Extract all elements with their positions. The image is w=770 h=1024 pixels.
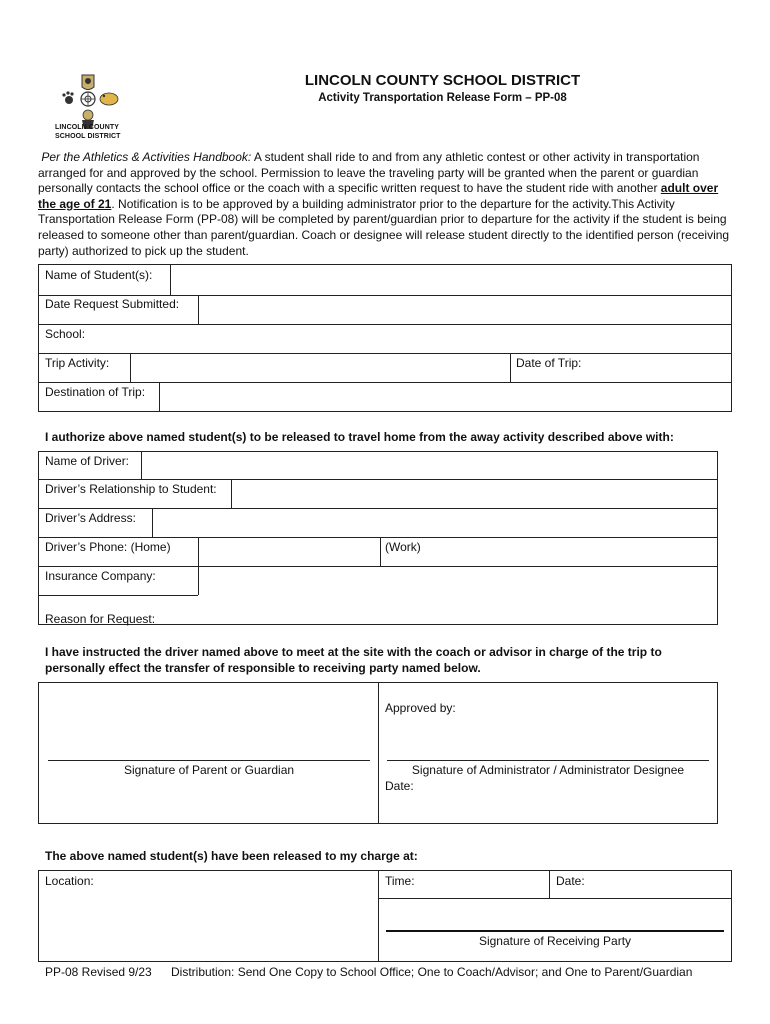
- release-date-label: Date:: [556, 874, 585, 888]
- trip-activity-field[interactable]: [131, 354, 509, 382]
- driver-name-label: Name of Driver:: [45, 454, 130, 468]
- date-of-trip-label: Date of Trip:: [516, 356, 582, 370]
- driver-home-phone-label: Driver’s Phone: (Home): [45, 540, 171, 554]
- location-label: Location:: [45, 874, 94, 888]
- intro-paragraph: [38, 150, 736, 259]
- parent-signature-line[interactable]: [48, 760, 370, 761]
- insurance-field[interactable]: [199, 567, 717, 595]
- parent-signature-label: Signature of Parent or Guardian: [123, 763, 295, 777]
- intro-text-part1: A student shall ride to and from any athletic contest or other activity in transportation arranged for and approved by the school. Permission to leave the traveling party will be granted when the parent or guardian personally contacts the school office or the coach with a specific written request to have the student ride with another: [38, 150, 700, 196]
- intro-text-part2: . Notification is to be approved by a building administrator prior to the departure for the activity.This Activity Transportation Release Form (PP-08) will be completed by parent/guardian prior to departure for the activity if the student is being released to someone other than parent/guardian. Coach or designee will release student directly to the identified person (receiving party) authorized to pick up the student.: [38, 196, 730, 258]
- intro-italic-lead: Per the Athletics & Activities Handbook:: [41, 150, 252, 164]
- driver-home-phone-field[interactable]: [199, 538, 380, 566]
- destination-field[interactable]: [160, 383, 731, 411]
- location-field[interactable]: [39, 888, 377, 961]
- trip-activity-label: Trip Activity:: [45, 356, 110, 370]
- intro-bold-text: adult over the age of 21: [38, 181, 719, 211]
- authorize-statement: I authorize above named student(s) to be released to travel home from the away activity described above with:: [45, 430, 674, 444]
- insurance-label: Insurance Company:: [45, 569, 156, 583]
- date-submitted-field[interactable]: [199, 296, 731, 324]
- student-name-field[interactable]: [171, 265, 731, 295]
- logo-text-line1: LINCOLN COUNTY: [55, 124, 120, 131]
- released-statement: The above named student(s) have been released to my charge at:: [45, 849, 418, 863]
- reason-label: Reason for Request:: [45, 612, 156, 626]
- driver-name-field[interactable]: [142, 452, 717, 479]
- date-of-trip-field[interactable]: [590, 354, 731, 382]
- driver-address-label: Driver’s Address:: [45, 511, 136, 525]
- time-label: Time:: [385, 874, 415, 888]
- admin-signature-label: Signature of Administrator / Administrator Designee: [411, 763, 685, 777]
- instructed-statement-line2: personally effect the transfer of responsible to receiving party named below.: [45, 661, 481, 675]
- student-name-label: Name of Student(s):: [45, 268, 153, 282]
- distribution-note: Distribution: Send One Copy to School Office; One to Coach/Advisor; and One to Parent/Guardian: [171, 965, 693, 979]
- driver-work-phone-label: (Work): [385, 540, 421, 554]
- school-field[interactable]: [92, 325, 731, 353]
- driver-address-field[interactable]: [153, 509, 717, 537]
- approved-by-label: Approved by:: [385, 701, 456, 715]
- date-submitted-label: Date Request Submitted:: [45, 297, 180, 311]
- driver-work-phone-field[interactable]: [425, 538, 717, 566]
- driver-relationship-field[interactable]: [232, 480, 717, 508]
- revision-note: PP-08 Revised 9/23: [45, 965, 152, 979]
- receiving-signature-line[interactable]: [386, 930, 724, 932]
- destination-label: Destination of Trip:: [45, 385, 146, 399]
- admin-signature-line[interactable]: [387, 760, 709, 761]
- page-title: LINCOLN COUNTY SCHOOL DISTRICT: [304, 72, 581, 89]
- receiving-signature-label: Signature of Receiving Party: [478, 934, 632, 948]
- form-subtitle: Activity Transportation Release Form – PP-08: [318, 92, 567, 104]
- reason-field[interactable]: [165, 596, 717, 624]
- time-field[interactable]: [418, 871, 548, 898]
- instructed-statement-line1: I have instructed the driver named above to meet at the site with the coach or advisor in charge of the trip to: [45, 645, 662, 659]
- school-label: School:: [45, 327, 86, 341]
- release-date-field[interactable]: [590, 871, 731, 898]
- logo-text: [55, 123, 121, 141]
- logo-text-line2: SCHOOL DISTRICT: [55, 133, 121, 140]
- driver-relationship-label: Driver’s Relationship to Student:: [45, 482, 217, 496]
- admin-date-label: Date:: [385, 779, 414, 793]
